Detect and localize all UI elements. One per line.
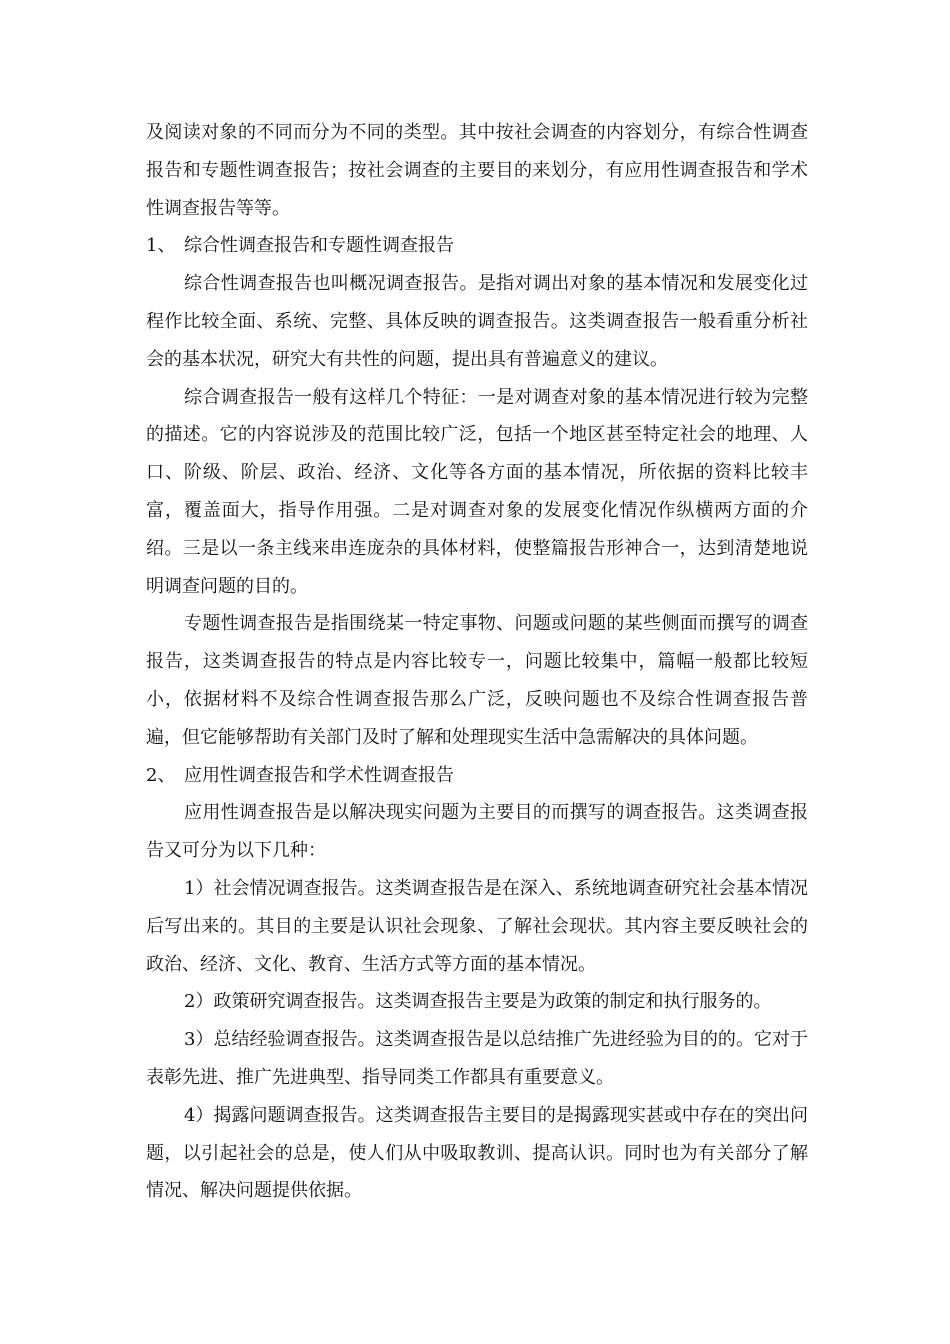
applied-report-paragraph: 应用性调查报告是以解决现实问题为主要目的而撰写的调查报告。这类调查报告又可分为以下几种： xyxy=(146,802,808,862)
section-heading-2 xyxy=(146,757,808,795)
section-number-1: 1、 xyxy=(146,235,176,257)
section-heading-1 xyxy=(146,227,808,265)
section-title-1: 综合性调查报告和专题性调查报告 xyxy=(184,235,454,257)
comprehensive-definition-paragraph: 综合性调查报告也叫概况调查报告。是指对调出对象的基本情况和发展变化过程作比较全面、系统、完整、具体反映的调查报告。这类调查报告一般看重分析社会的基本状况，研究大有共性的问题，提出具有普遍意义的建议。 xyxy=(146,273,808,370)
list-item-1: 1）社会情况调查报告。这类调查报告是在深入、系统地调查研究社会基本情况后写出来的。其目的主要是认识社会现象、了解社会现状。其内容主要反映社会的政治、经济、文化、教育、生活方式等方面的基本情况。 xyxy=(146,877,808,975)
list-item-2: 2）政策研究调查报告。这类调查报告主要是为政策的制定和执行服务的。 xyxy=(184,991,772,1013)
thematic-report-paragraph: 专题性调查报告是指围绕某一特定事物、问题或问题的某些侧面而撰写的调查报告，这类调查报告的特点是内容比较专一，问题比较集中，篇幅一般都比较短小，依据材料不及综合性调查报告那么广泛，反映问题也不及综合性调查报告普遍，但它能够帮助有关部门及时了解和处理现实生活中急需解决的具体问题。 xyxy=(146,613,808,748)
list-item-4: 4）揭露问题调查报告。这类调查报告主要目的是揭露现实甚或中存在的突出问题，以引起社会的总是，使人们从中吸取教训、提高认识。同时也为有关部分了解情况、解决问题提供依据。 xyxy=(146,1104,808,1202)
document-page xyxy=(146,114,808,1210)
comprehensive-features-paragraph: 综合调查报告一般有这样几个特征：一是对调查对象的基本情况进行较为完整的描述。它的内容说涉及的范围比较广泛，包括一个地区甚至特定社会的地理、人口、阶级、阶层、政治、经济、文化等各方面的基本情况，所依据的资料比较丰富，覆盖面大，指导作用强。二是对调查对象的发展变化情况作纵横两方面的介绍。三是以一条主线来串连庞杂的具体材料，使整篇报告形神合一，达到清楚地说明调查问题的目的。 xyxy=(146,386,808,597)
intro-paragraph: 及阅读对象的不同而分为不同的类型。其中按社会调查的内容划分，有综合性调查报告和专题性调查报告；按社会调查的主要目的来划分，有应用性调查报告和学术性调查报告等等。 xyxy=(146,122,808,219)
section-title-2: 应用性调查报告和学术性调查报告 xyxy=(184,764,454,786)
section-number-2: 2、 xyxy=(146,764,176,786)
list-item-3: 3）总结经验调查报告。这类调查报告是以总结推广先进经验为目的的。它对于表彰先进、推广先进典型、指导同类工作都具有重要意义。 xyxy=(146,1029,808,1088)
